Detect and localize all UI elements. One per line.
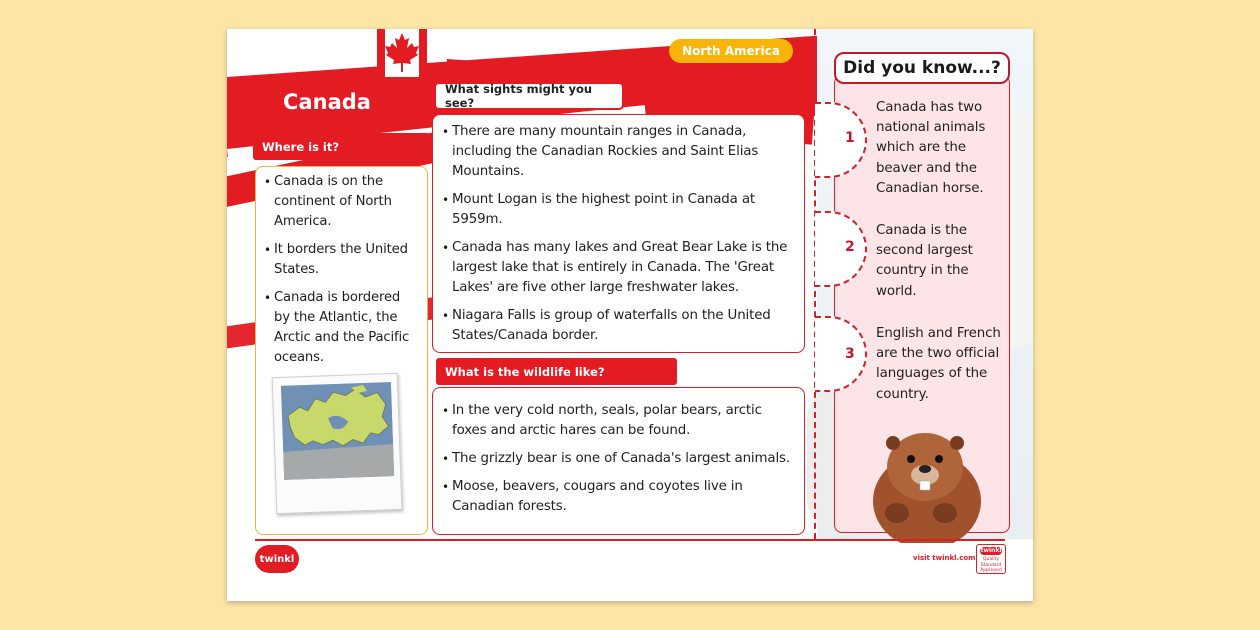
wildlife-item: • The grizzly bear is one of Canada's largest animals. — [442, 449, 794, 469]
footer-divider — [255, 539, 1005, 541]
fact-number: 1 — [845, 130, 855, 146]
did-you-know-heading: Did you know...? — [834, 52, 1010, 84]
where-heading: Where is it? — [253, 133, 430, 160]
fact-number: 2 — [845, 239, 855, 255]
page-title-banner — [227, 82, 427, 122]
sights-item: • There are many mountain ranges in Canada, including the Canadian Rockies and Saint Elias Mountains. — [442, 122, 794, 182]
wildlife-item: • In the very cold north, seals, polar bears, arctic foxes and arctic hares can be found. — [442, 401, 794, 441]
fact-text: English and French are the two official languages of the country. — [876, 326, 1001, 402]
sights-item: • Canada has many lakes and Great Bear Lake is the largest lake that is entirely in Canada. The 'Great Lakes' are five other large freshwater lakes. — [442, 238, 794, 298]
twinkl-logo[interactable]: twinkl — [255, 545, 299, 573]
fact-number: 3 — [845, 346, 855, 362]
where-item: • Canada is bordered by the Atlantic, the Arctic and the Pacific oceans. — [264, 288, 419, 368]
maple-leaf-flag-icon — [377, 29, 427, 77]
sights-heading: What sights might you see? — [434, 82, 624, 110]
where-item: • Canada is on the continent of North America. — [264, 172, 419, 232]
fact-text: Canada is the second largest country in the world. — [876, 223, 973, 299]
wildlife-heading: What is the wildlife like? — [436, 358, 677, 385]
visit-link[interactable]: visit twinkl.com — [913, 554, 976, 562]
canada-map-icon — [281, 382, 394, 480]
sights-box — [432, 114, 805, 353]
wildlife-item: • Moose, beavers, cougars and coyotes live in Canadian forests. — [442, 477, 794, 517]
sights-item: • Mount Logan is the highest point in Canada at 5959m. — [442, 190, 794, 230]
beaver-illustration-icon — [859, 421, 989, 543]
page-title: Canada — [283, 90, 371, 114]
wildlife-box — [432, 387, 805, 535]
sights-item: • Niagara Falls is group of waterfalls on the United States/Canada border. — [442, 306, 794, 346]
resource-page — [227, 29, 1033, 601]
where-item: • It borders the United States. — [264, 240, 419, 280]
quality-approved-badge: twinkl Quality Standard Approved — [976, 544, 1006, 574]
fact-text: Canada has two national animals which are the beaver and the Canadian horse. — [876, 100, 986, 196]
region-badge: North America — [669, 39, 793, 63]
canada-map-photo — [272, 373, 403, 514]
